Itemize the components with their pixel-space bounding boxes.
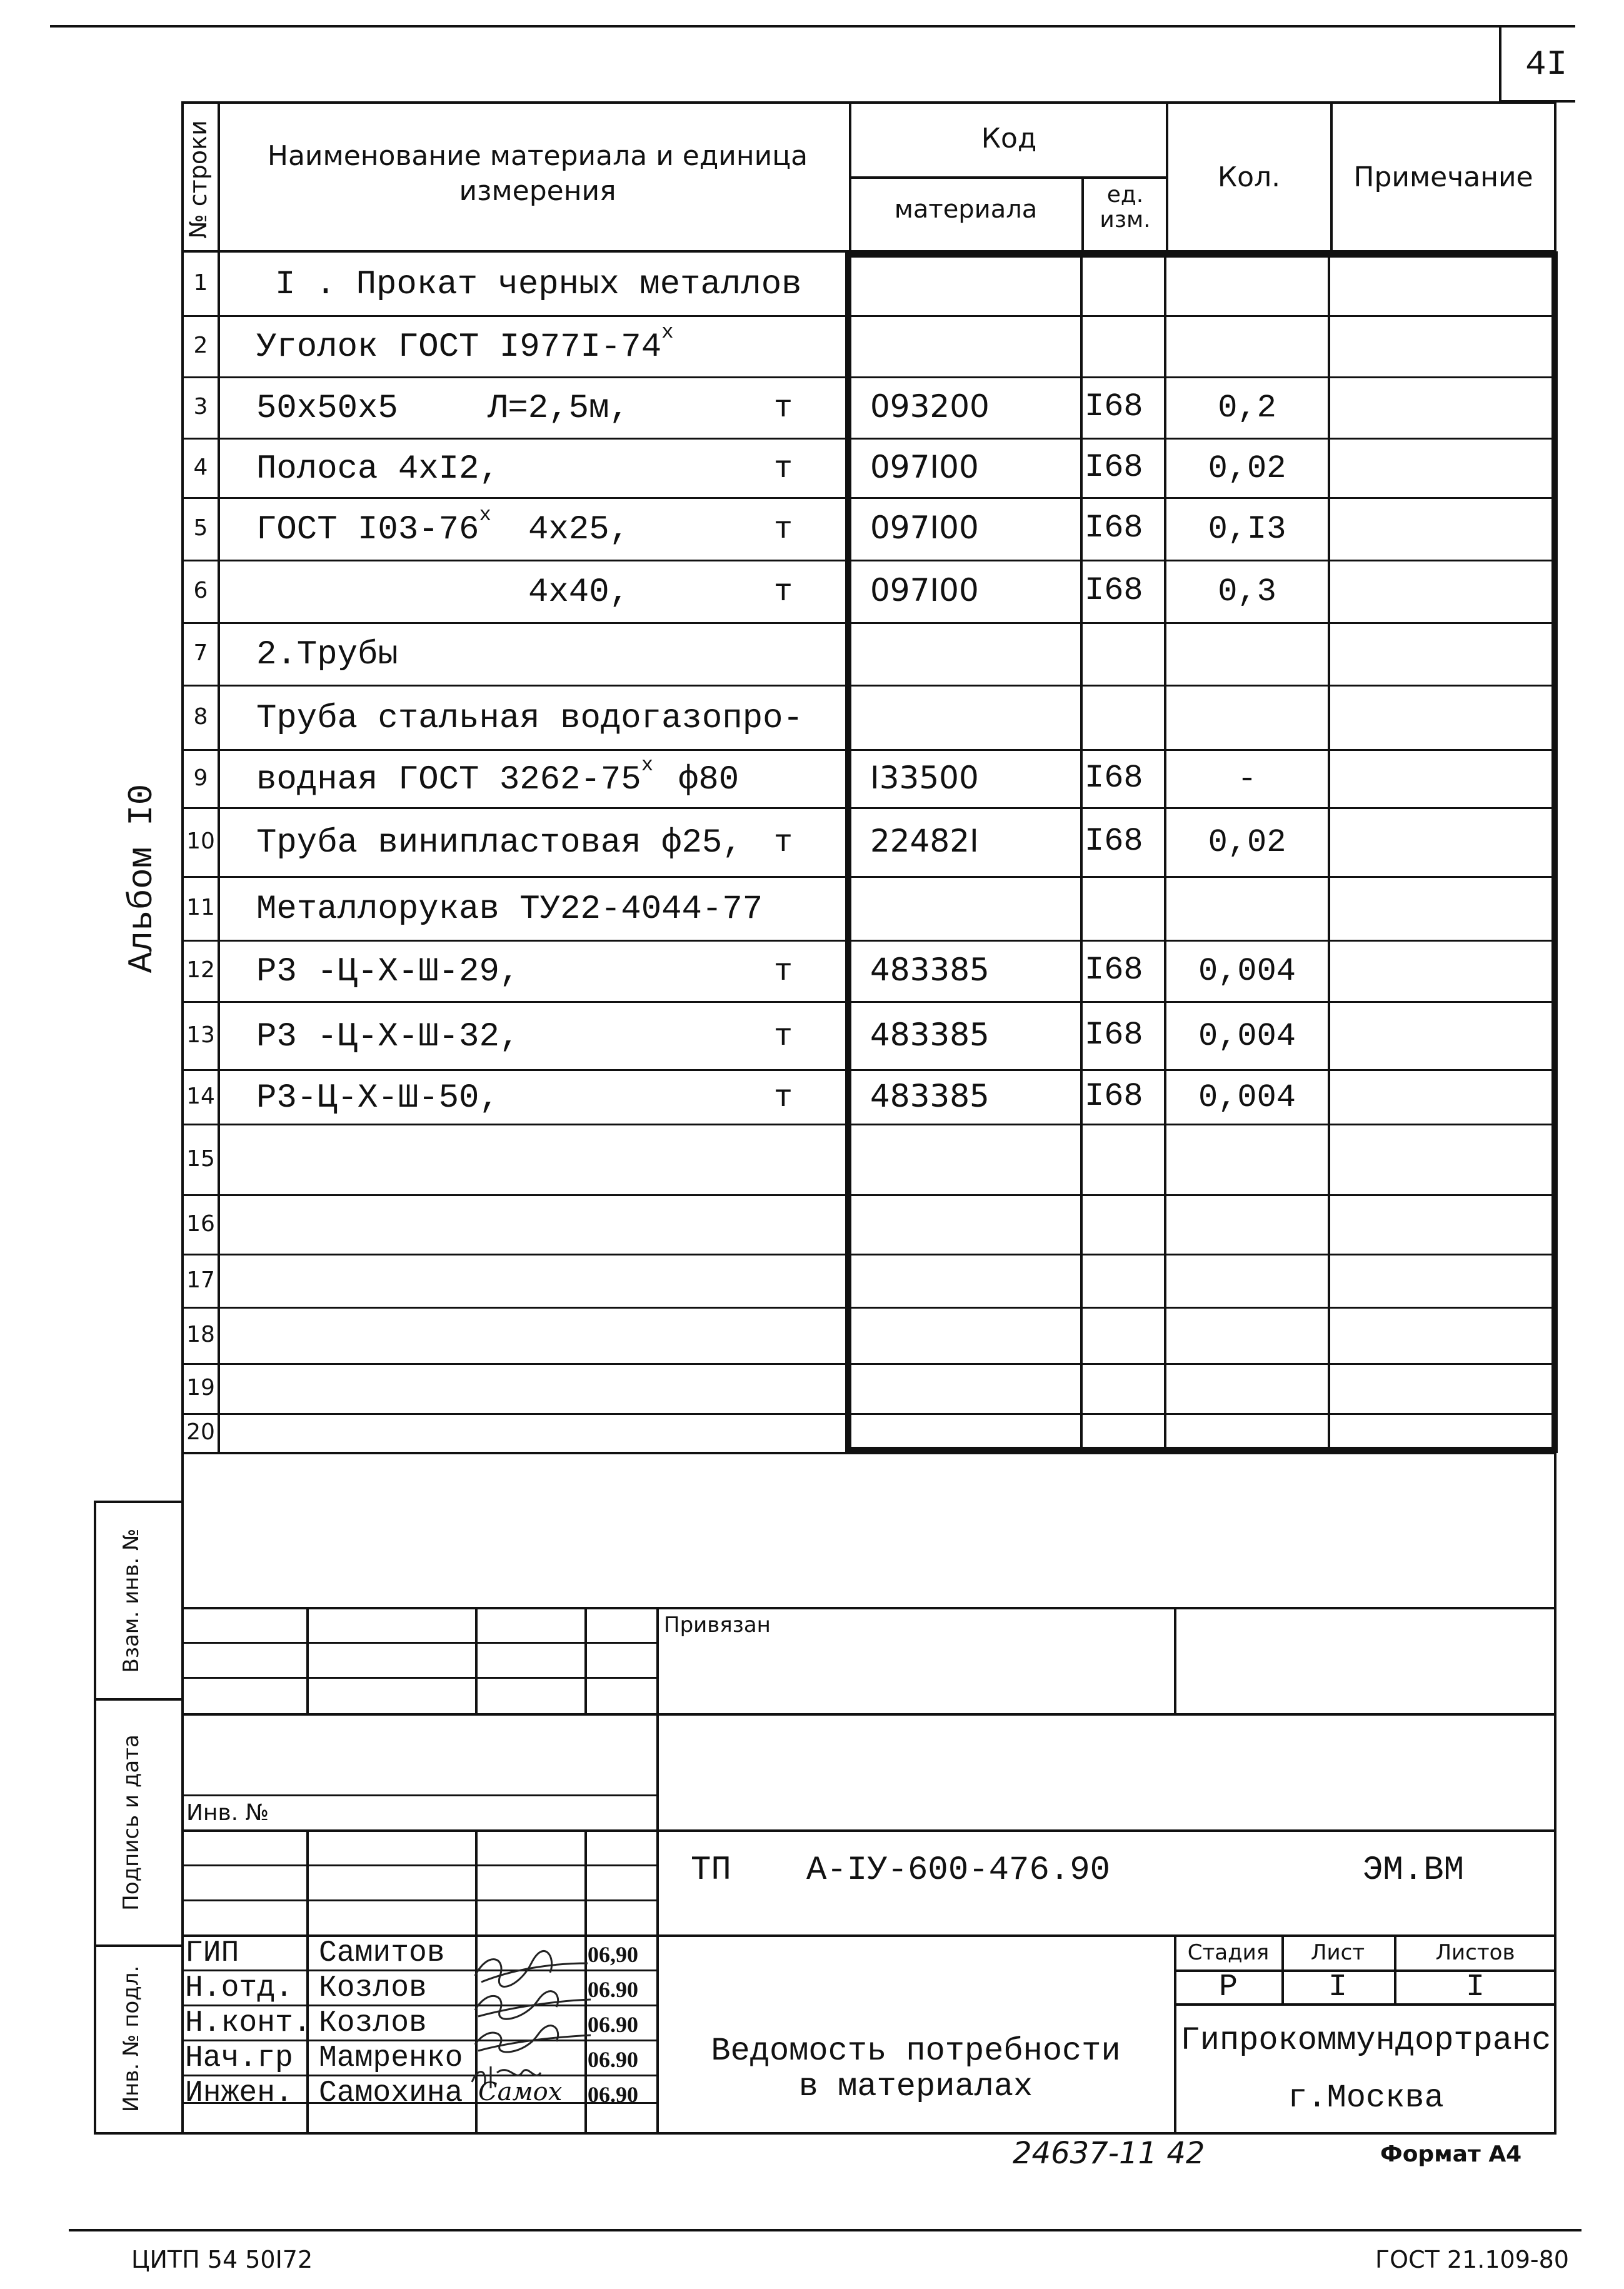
row-quantity: 0,2 (1218, 390, 1276, 426)
row-separator (181, 940, 1556, 942)
row-number: 11 (186, 895, 215, 920)
header-qty: Кол. (1217, 161, 1281, 193)
row-number: 14 (186, 1083, 215, 1109)
row-material-code: 483385 (870, 1077, 990, 1114)
row-material-code: 483385 (870, 952, 990, 988)
row-number: 16 (186, 1210, 215, 1237)
row-separator (181, 622, 1556, 624)
row-name: Р3-Ц-Х-Ш-50, (256, 1079, 499, 1117)
row-number: 7 (193, 640, 208, 666)
handwritten-number: 24637-11 42 (1013, 2136, 1205, 2171)
side-bottom (94, 2132, 181, 2135)
header-code: Код (981, 123, 1037, 154)
row-separator (181, 1194, 1556, 1196)
stamp-role: Нач.гр (185, 2041, 293, 2075)
stamp-date: 06,90 (588, 1942, 638, 1967)
stamp-vline (584, 1607, 587, 1713)
inv-no-label: Инв. № (186, 1800, 269, 1826)
sheet-number-box-line (1499, 25, 1501, 101)
row-separator (181, 1124, 1556, 1125)
header-name: Наименование материала и единица измерения (267, 140, 808, 207)
row-number: 6 (193, 578, 208, 603)
row-number: 2 (193, 333, 208, 358)
row-separator (181, 438, 1556, 440)
row-number: 17 (186, 1267, 215, 1293)
row-name-extra: 4х40, (528, 573, 630, 611)
frame-top (181, 101, 1556, 104)
stamp-role: ГИП (185, 1936, 239, 1970)
row-name-extra: 4х25, (528, 511, 630, 549)
row-unit-code: I68 (1085, 448, 1143, 486)
stamp-role: Н.отд. (185, 1971, 293, 2005)
side-col-left (94, 1501, 96, 2132)
row-material-code: 483385 (870, 1016, 990, 1053)
footer-left: ЦИТП 54 50I72 (131, 2246, 313, 2273)
row-material-code: 22482I (870, 823, 979, 859)
row-material-code: 097I00 (870, 572, 979, 608)
superscript-x: х (641, 753, 654, 777)
row-unit-letter: т (774, 451, 793, 487)
row-quantity: 0,004 (1198, 1079, 1296, 1116)
frame-left (181, 101, 184, 2133)
frame-bottom (181, 2132, 1556, 2135)
sheets-value: I (1465, 1970, 1485, 2005)
album-label: Альбом I0 (122, 783, 162, 973)
stamp-role: Инжен. (185, 2076, 293, 2110)
stamp-date: 06.90 (588, 1977, 638, 2002)
row-name: Труба стальная водогазопро- (256, 699, 803, 738)
row-quantity: 0,02 (1208, 824, 1286, 861)
stamp-line (181, 1829, 1556, 1832)
header-row-no: № строки (184, 120, 212, 239)
label-vzam-inv: Взам. инв. № (119, 1528, 144, 1673)
row-unit-code: I68 (1085, 388, 1143, 425)
row-name: Труба винипластовая ф25, (256, 824, 743, 862)
doc-mark: ЭМ.ВМ (1363, 1851, 1465, 1889)
row-number: 8 (193, 703, 208, 730)
bold-frame-left (845, 251, 851, 1453)
col-line-material (1081, 176, 1084, 251)
tp-label: ТП (691, 1851, 731, 1889)
data-col-line-3 (1328, 251, 1330, 1451)
row-separator (181, 1413, 1556, 1415)
row-name: водная ГОСТ $3262-75^х$ (256, 753, 654, 799)
sheets-header: Листов (1435, 1940, 1515, 1965)
stamp-person-name: Самитов (319, 1936, 445, 1970)
row-unit-code: I68 (1085, 510, 1143, 546)
row-separator (181, 376, 1556, 378)
stamp-line (656, 1713, 1556, 1716)
row-name-extra: Л=2,5м, (488, 390, 629, 428)
stamp-line (181, 1713, 656, 1716)
sheet-value: I (1328, 1970, 1347, 2005)
row-separator (181, 1254, 1556, 1255)
doc-code: А-IУ-600-476.90 (806, 1851, 1111, 1889)
stamp-date: 06.90 (588, 2012, 638, 2037)
stamp-person-name: Козлов (319, 2006, 427, 2040)
stamp-vline (656, 1607, 659, 2132)
row-number: 20 (186, 1419, 215, 1445)
stamp-top (181, 1607, 1556, 1609)
format-label: Формат А4 (1380, 2141, 1522, 2167)
row-material-code: 097I00 (870, 448, 979, 485)
row-name: Уголок ГОСТ $I977I-74^х$ (256, 320, 674, 366)
row-quantity: - (1237, 760, 1257, 798)
row-separator (181, 1069, 1556, 1071)
row-unit-code: I68 (1085, 1016, 1143, 1054)
doc-title-line2: в материалах (798, 2068, 1033, 2105)
row-material-code: 093200 (870, 388, 990, 425)
header-unit: ед. изм. (1100, 182, 1151, 233)
stamp-vline (306, 1607, 309, 1713)
side-top (94, 1501, 181, 1503)
row-name-extra: ф80 (678, 760, 739, 799)
row-quantity: 0,004 (1198, 953, 1296, 990)
row-name: I . Прокат черных металлов (275, 266, 802, 304)
stamp-role: Н.конт. (185, 2006, 311, 2040)
footer-right: ГОСТ 21.109-80 (1375, 2246, 1569, 2273)
row-unit-code: I68 (1085, 759, 1143, 797)
data-col-line-2 (1164, 251, 1166, 1451)
superscript-x: х (479, 503, 491, 526)
code-sub-line (849, 176, 1168, 179)
label-inv-podl: Инв. № подл. (119, 1965, 144, 2113)
row-number: 19 (186, 1375, 215, 1401)
org-name: Гипрокоммундортранс (1180, 2022, 1551, 2059)
row-separator (181, 1307, 1556, 1309)
row-unit-code: I68 (1085, 572, 1143, 609)
row-unit-letter: т (774, 1080, 793, 1116)
row-number: 3 (193, 394, 208, 420)
stamp-line (181, 1794, 656, 1796)
row-unit-letter: т (774, 575, 793, 610)
row-separator (181, 685, 1556, 687)
bold-frame-top (848, 251, 1558, 258)
stamp-vline (1281, 1934, 1284, 2003)
row-material-code: 097I00 (870, 510, 979, 546)
row-name: Полоса 4хI2, (256, 450, 499, 488)
row-name: 2.Трубы (256, 636, 398, 674)
header-note: Примечание (1353, 161, 1533, 193)
row-quantity: 0,3 (1218, 573, 1276, 610)
row-number: 5 (193, 515, 208, 541)
stamp-vline (1394, 1934, 1396, 2003)
row-number: 18 (186, 1322, 215, 1347)
stamp-vline (306, 1829, 309, 2132)
row-unit-code: I68 (1085, 823, 1143, 860)
signature-text: Самох (478, 2078, 563, 2106)
row-separator (181, 497, 1556, 499)
org-city: г.Москва (1288, 2080, 1444, 2116)
top-rule (50, 25, 1575, 28)
row-name: 50х50х5 (256, 390, 398, 428)
row-unit-letter: т (774, 391, 793, 426)
side-div-1 (94, 1698, 181, 1701)
row-separator (181, 315, 1556, 317)
sheet-number: 4I (1525, 44, 1568, 84)
stamp-person-name: Мамренко (319, 2041, 463, 2075)
row-quantity: 0,02 (1208, 450, 1286, 487)
bold-frame-right (1551, 251, 1558, 1453)
privyazan-label: Привязан (664, 1612, 771, 1638)
stamp-person-name: Самохина (319, 2076, 463, 2110)
header-material: материала (894, 195, 1038, 224)
sheet-header: Лист (1310, 1940, 1365, 1965)
row-name: Р3 -Ц-Х-Ш-32, (256, 1017, 520, 1056)
row-number: 12 (186, 957, 215, 983)
row-name: ГОСТ $I03-76^х$ (256, 503, 491, 549)
row-number: 10 (186, 828, 215, 854)
row-name: Металлорукав ТУ22-4044-77 (256, 890, 763, 928)
row-quantity: 0,004 (1198, 1017, 1296, 1055)
row-unit-code: I68 (1085, 952, 1143, 989)
stage-value: Р (1218, 1970, 1238, 2005)
footer-rule (69, 2229, 1581, 2231)
row-number: 1 (193, 270, 208, 296)
data-col-line-1 (1080, 251, 1083, 1451)
stamp-person-name: Козлов (319, 1971, 427, 2005)
superscript-x: х (661, 320, 674, 344)
row-unit-letter: т (774, 1019, 793, 1055)
stamp-date: 06.90 (588, 2047, 638, 2072)
label-podpis-data: Подпись и дата (119, 1734, 144, 1911)
row-number: 9 (193, 765, 208, 791)
row-number: 15 (186, 1145, 215, 1172)
row-separator (181, 876, 1556, 878)
row-separator (181, 1001, 1556, 1003)
stamp-date: 06.90 (588, 2082, 638, 2107)
row-unit-letter: т (774, 825, 793, 861)
row-unit-code: I68 (1085, 1077, 1143, 1115)
row-separator (181, 807, 1556, 809)
row-quantity: 0,I3 (1208, 511, 1286, 548)
row-unit-letter: т (774, 512, 793, 548)
stage-header: Стадия (1187, 1940, 1270, 1965)
row-number: 13 (186, 1022, 215, 1048)
row-separator (181, 1363, 1556, 1365)
row-separator (181, 749, 1556, 751)
doc-title-line1: Ведомость потребности (711, 2033, 1121, 2070)
side-div-2 (94, 1944, 181, 1947)
row-number: 4 (193, 454, 208, 480)
row-material-code: I33500 (870, 759, 979, 796)
stamp-vline (475, 1607, 478, 1713)
row-name: Р3 -Ц-Х-Ш-29, (256, 953, 520, 991)
col-line-rownum (218, 101, 220, 1452)
row-unit-letter: т (774, 954, 793, 990)
row-separator (181, 560, 1556, 561)
stamp-vline (1174, 1607, 1176, 1713)
table-end-line (181, 1452, 1556, 1454)
